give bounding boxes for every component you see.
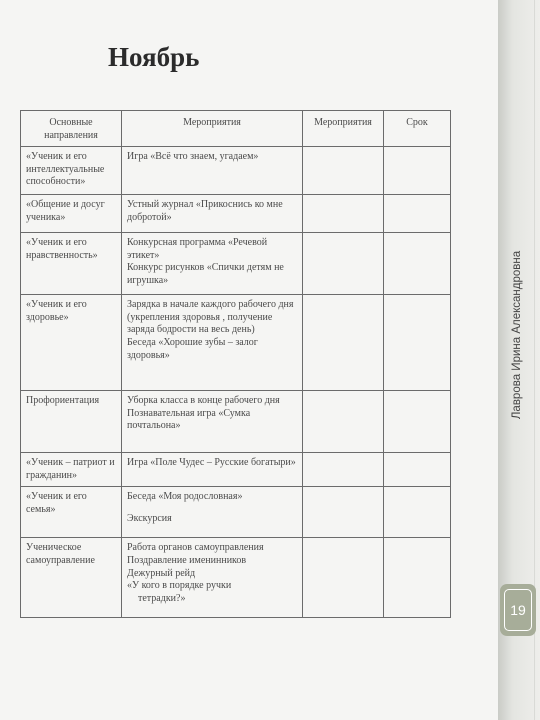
event-item: Работа органов самоуправления <box>127 542 264 554</box>
direction-cell: Ученическое самоуправление <box>21 538 122 618</box>
table-row <box>21 487 451 538</box>
events-cell <box>122 195 303 233</box>
events-cell <box>122 487 303 538</box>
table-row <box>21 233 451 295</box>
event-item: Зарядка в начале каждого рабочего дня (укрепления здоровья , получение заряда бодрости на весь день) <box>127 299 294 336</box>
header-directions: Основные направления <box>21 111 122 147</box>
event-item: Познавательная игра «Сумка почтальона» <box>127 407 251 432</box>
event-item: тетрадки?» <box>138 592 186 604</box>
event-item: Дежурный рейд <box>127 567 196 579</box>
empty-cell <box>384 147 451 195</box>
empty-cell <box>384 453 451 487</box>
page-title: Ноябрь <box>108 42 200 72</box>
empty-cell <box>303 195 384 233</box>
empty-cell <box>384 487 451 538</box>
empty-cell <box>303 538 384 618</box>
events-cell <box>122 391 303 453</box>
event-item: «У кого в порядке ручки <box>127 580 232 592</box>
events-cell <box>122 453 303 487</box>
events-cell <box>122 538 303 618</box>
table-row <box>21 195 451 233</box>
event-item: Конкурс рисунков «Спички детям не игрушка» <box>127 262 284 286</box>
direction-cell: «Общение и досуг ученика» <box>21 195 122 233</box>
event-item: Поздравление именинников <box>127 554 247 566</box>
table-row <box>21 295 451 391</box>
direction-cell: «Ученик – патриот и гражданин» <box>21 453 122 487</box>
event-item: Беседа «Моя родословная» <box>127 491 243 503</box>
table-row <box>21 391 451 453</box>
empty-cell <box>303 233 384 295</box>
header-events-2: Мероприятия <box>303 111 384 147</box>
empty-cell <box>303 147 384 195</box>
event-item: Игра «Поле Чудес – Русские богатыри» <box>127 457 296 469</box>
empty-cell <box>303 295 384 391</box>
table-header-row <box>21 111 451 147</box>
page-number: 19 <box>510 602 526 618</box>
header-deadline: Срок <box>384 111 451 147</box>
table-row <box>21 453 451 487</box>
empty-cell <box>384 195 451 233</box>
empty-cell <box>384 538 451 618</box>
plan-table <box>20 110 451 618</box>
author-name: Лаврова Ирина Александровна <box>511 250 524 420</box>
empty-cell <box>384 295 451 391</box>
direction-cell: «Ученик и его нравственность» <box>21 233 122 295</box>
header-events: Мероприятия <box>122 111 303 147</box>
direction-cell: «Ученик и его семья» <box>21 487 122 538</box>
events-cell <box>122 233 303 295</box>
event-item: Конкурсная программа «Речевой этикет» <box>127 237 268 261</box>
table-row <box>21 538 451 618</box>
event-item: Игра «Всё что знаем, угадаем» <box>127 151 259 163</box>
empty-cell <box>303 453 384 487</box>
direction-cell: Профориентация <box>21 391 122 453</box>
page-number-badge <box>500 584 536 636</box>
direction-cell: «Ученик и его здоровье» <box>21 295 122 391</box>
event-item: Экскурсия <box>127 512 172 524</box>
event-item: Устный журнал «Прикоснись ко мне добротой» <box>127 199 283 223</box>
empty-cell <box>303 487 384 538</box>
events-cell <box>122 147 303 195</box>
events-cell <box>122 295 303 391</box>
event-item: Беседа «Хорошие зубы – залог здоровья» <box>127 336 258 361</box>
author-vertical-label <box>500 160 534 510</box>
event-item: Уборка класса в конце рабочего дня <box>127 395 280 407</box>
empty-cell <box>303 391 384 453</box>
empty-cell <box>384 391 451 453</box>
empty-cell <box>384 233 451 295</box>
table-row <box>21 147 451 195</box>
direction-cell: «Ученик и его интеллектуальные способности» <box>21 147 122 195</box>
